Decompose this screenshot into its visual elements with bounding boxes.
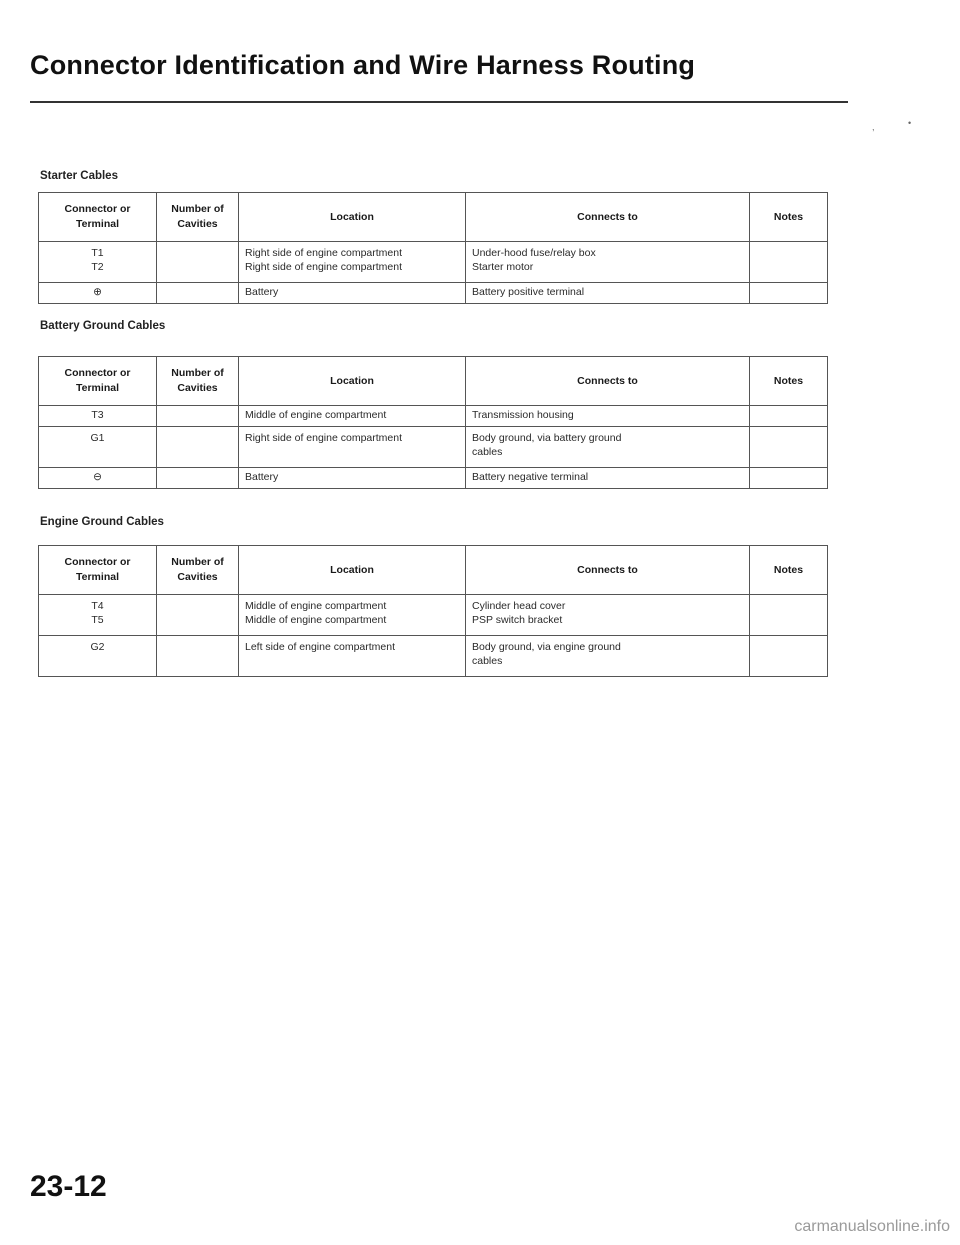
- table-row: [39, 636, 828, 677]
- header-notes: Notes: [750, 193, 828, 242]
- cell-notes: [750, 283, 828, 304]
- header-cavities: Number of Cavities: [157, 193, 239, 242]
- starter-cables-table: [38, 192, 828, 304]
- cell-location: Right side of engine compartment Right side of engine compartment: [239, 242, 466, 283]
- header-notes: Notes: [750, 357, 828, 406]
- page-number: 23-12: [30, 1170, 107, 1203]
- cell-location: Middle of engine compartment Middle of engine compartment: [239, 595, 466, 636]
- cell-cavities: [157, 406, 239, 427]
- table-row: [39, 595, 828, 636]
- cell-cavities: [157, 636, 239, 677]
- header-cavities: Number of Cavities: [157, 546, 239, 595]
- header-connects-to: Connects to: [466, 193, 750, 242]
- header-connects-to: Connects to: [466, 546, 750, 595]
- header-cavities: Number of Cavities: [157, 357, 239, 406]
- table-header-row: [39, 357, 828, 406]
- section-title-starter-cables: Starter Cables: [40, 170, 118, 182]
- cell-location: Left side of engine compartment: [239, 636, 466, 677]
- header-location: Location: [239, 546, 466, 595]
- cell-connector: G1: [39, 427, 157, 468]
- cell-connector: ⊖: [39, 468, 157, 489]
- table-header-row: [39, 546, 828, 595]
- cell-connects-to: Battery positive terminal: [466, 283, 750, 304]
- section-title-engine-ground-cables: Engine Ground Cables: [40, 516, 164, 528]
- header-location: Location: [239, 357, 466, 406]
- table-row: [39, 427, 828, 468]
- header-connects-to: Connects to: [466, 357, 750, 406]
- cell-connects-to: Body ground, via battery ground cables: [466, 427, 750, 468]
- table-row: [39, 242, 828, 283]
- section-title-battery-ground-cables: Battery Ground Cables: [40, 320, 166, 332]
- margin-mark: •: [908, 118, 912, 128]
- cell-cavities: [157, 468, 239, 489]
- cell-connects-to: Battery negative terminal: [466, 468, 750, 489]
- page-title: Connector Identification and Wire Harness Routing: [30, 50, 696, 80]
- title-rule: [30, 101, 848, 103]
- battery-ground-cables-table: [38, 356, 828, 489]
- cell-cavities: [157, 242, 239, 283]
- cell-location: Battery: [239, 283, 466, 304]
- cell-connects-to: Under-hood fuse/relay box Starter motor: [466, 242, 750, 283]
- cell-notes: [750, 595, 828, 636]
- cell-location: Middle of engine compartment: [239, 406, 466, 427]
- cell-connector: G2: [39, 636, 157, 677]
- cell-notes: [750, 427, 828, 468]
- cell-connector: T4 T5: [39, 595, 157, 636]
- cell-location: Battery: [239, 468, 466, 489]
- header-connector: Connector or Terminal: [39, 193, 157, 242]
- cell-notes: [750, 242, 828, 283]
- cell-connector: T1 T2: [39, 242, 157, 283]
- cell-cavities: [157, 595, 239, 636]
- table-header-row: [39, 193, 828, 242]
- cell-connector: ⊕: [39, 283, 157, 304]
- table-row: [39, 468, 828, 489]
- cell-cavities: [157, 283, 239, 304]
- header-connector: Connector or Terminal: [39, 546, 157, 595]
- header-location: Location: [239, 193, 466, 242]
- header-connector: Connector or Terminal: [39, 357, 157, 406]
- margin-mark: ,: [872, 122, 875, 132]
- header-notes: Notes: [750, 546, 828, 595]
- watermark: carmanualsonline.info: [794, 1218, 950, 1235]
- table-row: [39, 283, 828, 304]
- cell-notes: [750, 406, 828, 427]
- engine-ground-cables-table: [38, 545, 828, 677]
- cell-notes: [750, 636, 828, 677]
- cell-location: Right side of engine compartment: [239, 427, 466, 468]
- cell-connects-to: Cylinder head cover PSP switch bracket: [466, 595, 750, 636]
- cell-cavities: [157, 427, 239, 468]
- cell-connects-to: Transmission housing: [466, 406, 750, 427]
- cell-notes: [750, 468, 828, 489]
- cell-connects-to: Body ground, via engine ground cables: [466, 636, 750, 677]
- table-row: [39, 406, 828, 427]
- cell-connector: T3: [39, 406, 157, 427]
